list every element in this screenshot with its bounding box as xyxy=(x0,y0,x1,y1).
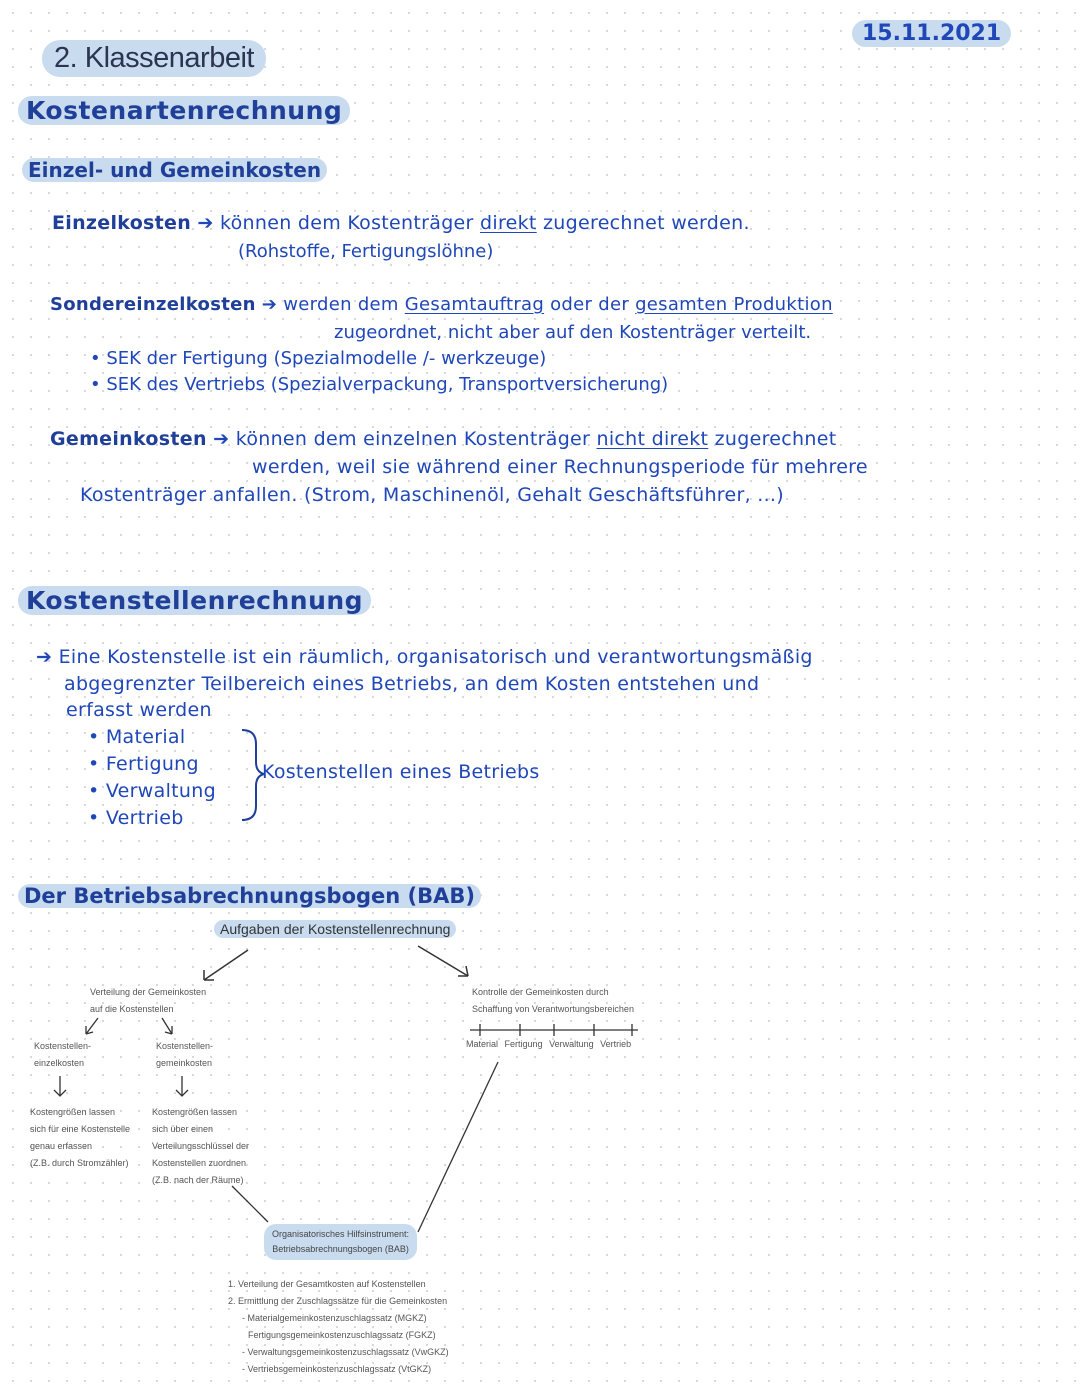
bullet-icon: • xyxy=(90,348,107,369)
diagram-left-title: Verteilung der Gemeinkosten auf die Kostenstellen xyxy=(90,987,207,1014)
list-item: • SEK der Fertigung (Spezialmodelle /- werkzeuge) xyxy=(90,348,547,369)
einzelkosten-line: Einzelkosten ➔ können dem Kostenträger direkt zugerechnet werden. xyxy=(52,212,750,234)
brace-label: Kostenstellen eines Betriebs xyxy=(262,761,540,783)
diagram-col2-head: Kostenstellen- gemeinkosten xyxy=(156,1041,214,1068)
arrow-right-icon: ➔ xyxy=(197,212,220,234)
page-title: 2. Klassenarbeit xyxy=(42,40,266,77)
list-item: • Vertrieb xyxy=(88,807,184,829)
section-heading-kostenstellenrechnung: Kostenstellenrechnung xyxy=(18,586,371,615)
arrow-sub-right xyxy=(162,1018,172,1034)
section-heading-kostenartenrechnung: Kostenartenrechnung xyxy=(18,96,350,125)
arrow-right-icon: ➔ xyxy=(36,646,59,668)
kostenstelle-definition-line1: ➔ Eine Kostenstelle ist ein räumlich, organisatorisch und verantwortungsmäßig xyxy=(36,646,813,668)
diagram-col1-body: Kostengrößen lassen sich für eine Kostenstelle genau erfassen (Z.B. durch Stromzähler) xyxy=(30,1107,131,1168)
einzelkosten-examples: (Rohstoffe, Fertigungslöhne) xyxy=(238,241,494,262)
connector-left xyxy=(232,1186,268,1222)
bullet-icon: • xyxy=(88,753,106,775)
diagram-steps: 1. Verteilung der Gesamtkosten auf Kostenstellen 2. Ermittlung der Zuschlagssätze für die Gemeinkosten - Materialgemeinkostenzuschlagssatz (MGKZ) Fertigungsgemeinkostenzuschlagssatz (FGKZ) - Verwaltungsgemeinkostenzuschlagssatz (VwGKZ) - Vertriebsgemeinkostenzuschlagssatz (VtGKZ) xyxy=(228,1279,449,1374)
list-item: • SEK des Vertriebs (Spezialverpackung, Transportversicherung) xyxy=(90,374,669,395)
arrow-right-icon: ➔ xyxy=(213,428,236,450)
diagram-center-node: Organisatorisches Hilfsinstrument: Betriebsabrechnungsbogen (BAB) xyxy=(264,1224,417,1260)
list-item: • Material xyxy=(88,726,186,748)
sondereinzelkosten-line: Sondereinzelkosten ➔ werden dem Gesamtauftrag oder der gesamten Produktion xyxy=(50,294,833,315)
bullet-icon: • xyxy=(88,807,106,829)
bullet-icon: • xyxy=(90,374,107,395)
diagram-col1-head: Kostenstellen- einzelkosten xyxy=(34,1041,92,1068)
arrow-right-icon: ➔ xyxy=(261,294,284,315)
section-heading-bab: Der Betriebsabrechnungsbogen (BAB) xyxy=(18,884,481,908)
gemeinkosten-line3: Kostenträger anfallen. (Strom, Maschinenöl, Gehalt Geschäftsführer, ...) xyxy=(80,484,784,506)
list-item: • Fertigung xyxy=(88,753,199,775)
date-badge: 15.11.2021 xyxy=(852,20,1011,47)
kostenstelle-definition-line2: abgegrenzter Teilbereich eines Betriebs, an dem Kosten entstehen und xyxy=(64,673,760,695)
diagram-top-node: Aufgaben der Kostenstellenrechnung xyxy=(214,920,456,938)
kostenstelle-definition-line3: erfasst werden xyxy=(66,699,212,721)
bullet-icon: • xyxy=(88,726,106,748)
arrow-right-branch xyxy=(418,946,468,976)
sondereinzelkosten-line2: zugeordnet, nicht aber auf den Kostenträger verteilt. xyxy=(334,322,812,343)
connector-right xyxy=(418,1062,498,1232)
diagram-right-labels: Material Fertigung Verwaltung Vertrieb xyxy=(466,1039,632,1049)
arrow-sub-left xyxy=(86,1018,98,1034)
gemeinkosten-line: Gemeinkosten ➔ können dem einzelnen Kostenträger nicht direkt zugerechnet xyxy=(50,428,837,450)
list-item: • Verwaltung xyxy=(88,780,216,802)
diagram-right-title: Kontrolle der Gemeinkosten durch Schaffung von Verantwortungsbereichen xyxy=(472,987,634,1014)
curly-brace xyxy=(242,730,264,820)
diagram-col2-body: Kostengrößen lassen sich über einen Verteilungsschlüssel der Kostenstellen zuordnen (Z.B. nach der Räume) xyxy=(152,1107,250,1185)
bullet-icon: • xyxy=(88,780,106,802)
gemeinkosten-line2: werden, weil sie während einer Rechnungsperiode für mehrere xyxy=(252,456,868,478)
subheading-einzel-gemeinkosten: Einzel- und Gemeinkosten xyxy=(22,158,327,182)
arrow-left-branch xyxy=(204,950,248,980)
